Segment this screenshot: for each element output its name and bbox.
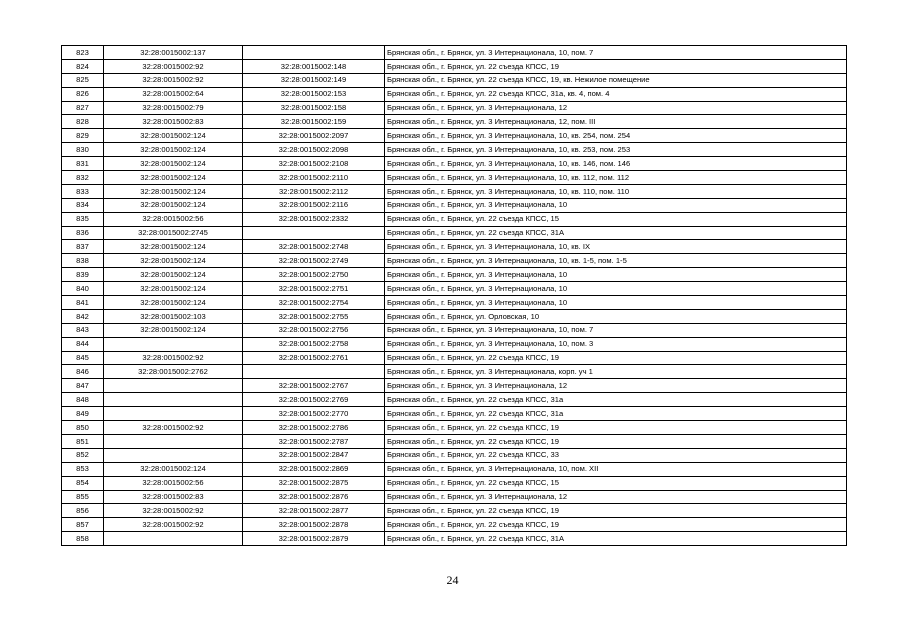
cadastral-table — [61, 45, 847, 546]
cadastral-number-cell: 32:28:0015002:124 — [104, 157, 243, 171]
address-cell: Брянская обл., г. Брянск, ул. 22 съезда КПСС, 15 — [385, 476, 847, 490]
cadastral-number-cell: 32:28:0015002:92 — [104, 351, 243, 365]
table-row — [62, 365, 847, 379]
row-number: 823 — [62, 46, 104, 60]
cadastral-number-cell: 32:28:0015002:103 — [104, 309, 243, 323]
address-cell: Брянская обл., г. Брянск, ул. 22 съезда КПСС, 31а, кв. 4, пом. 4 — [385, 87, 847, 101]
table-row — [62, 254, 847, 268]
cadastral-number-cell: 32:28:0015002:124 — [104, 323, 243, 337]
table-row — [62, 212, 847, 226]
cadastral-number-cell: 32:28:0015002:149 — [243, 73, 385, 87]
address-cell: Брянская обл., г. Брянск, ул. 22 съезда КПСС, 31а — [385, 393, 847, 407]
address-cell: Брянская обл., г. Брянск, ул. 3 Интернационала, 12 — [385, 379, 847, 393]
row-number: 853 — [62, 462, 104, 476]
address-cell: Брянская обл., г. Брянск, ул. 3 Интернационала, корп. уч 1 — [385, 365, 847, 379]
row-number: 843 — [62, 323, 104, 337]
table-row — [62, 129, 847, 143]
cadastral-number-cell: 32:28:0015002:2875 — [243, 476, 385, 490]
table-row — [62, 379, 847, 393]
cadastral-number-cell — [104, 407, 243, 421]
table-row — [62, 490, 847, 504]
address-cell: Брянская обл., г. Брянск, ул. 3 Интернационала, 10, кв. 1-5, пом. 1-5 — [385, 254, 847, 268]
cadastral-number-cell: 32:28:0015002:2749 — [243, 254, 385, 268]
cadastral-number-cell: 32:28:0015002:2110 — [243, 171, 385, 185]
cadastral-number-cell: 32:28:0015002:2097 — [243, 129, 385, 143]
row-number: 837 — [62, 240, 104, 254]
table-row — [62, 434, 847, 448]
cadastral-number-cell: 32:28:0015002:124 — [104, 171, 243, 185]
cadastral-number-cell: 32:28:0015002:79 — [104, 101, 243, 115]
cadastral-number-cell: 32:28:0015002:124 — [104, 296, 243, 310]
table-row — [62, 73, 847, 87]
cadastral-number-cell: 32:28:0015002:124 — [104, 254, 243, 268]
cadastral-number-cell: 32:28:0015002:2786 — [243, 421, 385, 435]
row-number: 849 — [62, 407, 104, 421]
row-number: 844 — [62, 337, 104, 351]
address-cell: Брянская обл., г. Брянск, ул. 3 Интернационала, 10 — [385, 282, 847, 296]
cadastral-number-cell: 32:28:0015002:148 — [243, 59, 385, 73]
row-number: 830 — [62, 143, 104, 157]
table-row — [62, 393, 847, 407]
cadastral-number-cell: 32:28:0015002:92 — [104, 73, 243, 87]
address-cell: Брянская обл., г. Брянск, ул. 3 Интернационала, 12, пом. III — [385, 115, 847, 129]
row-number: 829 — [62, 129, 104, 143]
address-cell: Брянская обл., г. Брянск, ул. 3 Интернационала, 10, кв. 110, пом. 110 — [385, 184, 847, 198]
cadastral-number-cell: 32:28:0015002:83 — [104, 490, 243, 504]
address-cell: Брянская обл., г. Брянск, ул. 22 съезда КПСС, 19 — [385, 518, 847, 532]
table-row — [62, 226, 847, 240]
cadastral-number-cell: 32:28:0015002:2876 — [243, 490, 385, 504]
cadastral-number-cell: 32:28:0015002:124 — [104, 129, 243, 143]
cadastral-number-cell: 32:28:0015002:2112 — [243, 184, 385, 198]
cadastral-number-cell: 32:28:0015002:124 — [104, 198, 243, 212]
table-row — [62, 504, 847, 518]
table-row — [62, 309, 847, 323]
address-cell: Брянская обл., г. Брянск, ул. 22 съезда КПСС, 15 — [385, 212, 847, 226]
address-cell: Брянская обл., г. Брянск, ул. 3 Интернационала, 12 — [385, 101, 847, 115]
row-number: 835 — [62, 212, 104, 226]
row-number: 846 — [62, 365, 104, 379]
table-row — [62, 476, 847, 490]
table-row — [62, 59, 847, 73]
row-number: 842 — [62, 309, 104, 323]
row-number: 851 — [62, 434, 104, 448]
address-cell: Брянская обл., г. Брянск, ул. 22 съезда КПСС, 19, кв. Нежилое помещение — [385, 73, 847, 87]
table-row — [62, 337, 847, 351]
row-number: 833 — [62, 184, 104, 198]
table-row — [62, 448, 847, 462]
row-number: 848 — [62, 393, 104, 407]
cadastral-number-cell: 32:28:0015002:124 — [104, 240, 243, 254]
row-number: 850 — [62, 421, 104, 435]
cadastral-number-cell: 32:28:0015002:56 — [104, 212, 243, 226]
cadastral-number-cell: 32:28:0015002:124 — [104, 462, 243, 476]
cadastral-number-cell — [243, 46, 385, 60]
cadastral-number-cell: 32:28:0015002:2745 — [104, 226, 243, 240]
cadastral-number-cell: 32:28:0015002:153 — [243, 87, 385, 101]
address-cell: Брянская обл., г. Брянск, ул. 22 съезда КПСС, 19 — [385, 421, 847, 435]
row-number: 845 — [62, 351, 104, 365]
address-cell: Брянская обл., г. Брянск, ул. 22 съезда КПСС, 31а — [385, 407, 847, 421]
cadastral-number-cell: 32:28:0015002:158 — [243, 101, 385, 115]
address-cell: Брянская обл., г. Брянск, ул. 3 Интернационала, 10, кв. 254, пом. 254 — [385, 129, 847, 143]
cadastral-number-cell: 32:28:0015002:2758 — [243, 337, 385, 351]
row-number: 838 — [62, 254, 104, 268]
address-cell: Брянская обл., г. Брянск, ул. 3 Интернационала, 12 — [385, 490, 847, 504]
page-number: 24 — [446, 573, 459, 587]
row-number: 825 — [62, 73, 104, 87]
address-cell: Брянская обл., г. Брянск, ул. 3 Интернационала, 10, пом. 7 — [385, 323, 847, 337]
address-cell: Брянская обл., г. Брянск, ул. 3 Интернационала, 10, кв. 253, пом. 253 — [385, 143, 847, 157]
cadastral-number-cell: 32:28:0015002:124 — [104, 143, 243, 157]
cadastral-number-cell: 32:28:0015002:2108 — [243, 157, 385, 171]
cadastral-number-cell: 32:28:0015002:56 — [104, 476, 243, 490]
cadastral-number-cell: 32:28:0015002:2869 — [243, 462, 385, 476]
cadastral-number-cell: 32:28:0015002:2770 — [243, 407, 385, 421]
cadastral-number-cell: 32:28:0015002:92 — [104, 421, 243, 435]
row-number: 855 — [62, 490, 104, 504]
table-row — [62, 351, 847, 365]
address-cell: Брянская обл., г. Брянск, ул. 22 съезда КПСС, 31А — [385, 226, 847, 240]
address-cell: Брянская обл., г. Брянск, ул. 3 Интернационала, 10, пом. 3 — [385, 337, 847, 351]
cadastral-number-cell: 32:28:0015002:137 — [104, 46, 243, 60]
cadastral-number-cell: 32:28:0015002:92 — [104, 59, 243, 73]
cadastral-number-cell: 32:28:0015002:2762 — [104, 365, 243, 379]
address-cell: Брянская обл., г. Брянск, ул. 22 съезда КПСС, 19 — [385, 434, 847, 448]
address-cell: Брянская обл., г. Брянск, ул. 3 Интернационала, 10 — [385, 268, 847, 282]
table-row — [62, 407, 847, 421]
row-number: 856 — [62, 504, 104, 518]
cadastral-number-cell — [104, 337, 243, 351]
address-cell: Брянская обл., г. Брянск, ул. 3 Интернационала, 10, пом. 7 — [385, 46, 847, 60]
cadastral-number-cell: 32:28:0015002:2098 — [243, 143, 385, 157]
table-row — [62, 462, 847, 476]
row-number: 834 — [62, 198, 104, 212]
table-row — [62, 282, 847, 296]
row-number: 858 — [62, 532, 104, 546]
table-row — [62, 87, 847, 101]
address-cell: Брянская обл., г. Брянск, ул. 3 Интернационала, 10, пом. XII — [385, 462, 847, 476]
address-cell: Брянская обл., г. Брянск, ул. 3 Интернационала, 10 — [385, 198, 847, 212]
cadastral-number-cell — [243, 365, 385, 379]
cadastral-number-cell: 32:28:0015002:2787 — [243, 434, 385, 448]
row-number: 828 — [62, 115, 104, 129]
address-cell: Брянская обл., г. Брянск, ул. 3 Интернационала, 10, кв. 112, пом. 112 — [385, 171, 847, 185]
row-number: 847 — [62, 379, 104, 393]
cadastral-number-cell: 32:28:0015002:2769 — [243, 393, 385, 407]
table-row — [62, 421, 847, 435]
table-row — [62, 171, 847, 185]
cadastral-number-cell: 32:28:0015002:2332 — [243, 212, 385, 226]
cadastral-number-cell: 32:28:0015002:64 — [104, 87, 243, 101]
address-cell: Брянская обл., г. Брянск, ул. Орловская, 10 — [385, 309, 847, 323]
row-number: 831 — [62, 157, 104, 171]
table-body — [62, 46, 847, 546]
row-number: 839 — [62, 268, 104, 282]
row-number: 852 — [62, 448, 104, 462]
table-row — [62, 296, 847, 310]
cadastral-number-cell: 32:28:0015002:124 — [104, 184, 243, 198]
cadastral-number-cell: 32:28:0015002:92 — [104, 504, 243, 518]
row-number: 840 — [62, 282, 104, 296]
address-cell: Брянская обл., г. Брянск, ул. 3 Интернационала, 10, кв. 146, пом. 146 — [385, 157, 847, 171]
row-number: 832 — [62, 171, 104, 185]
table-row — [62, 198, 847, 212]
cadastral-number-cell — [104, 393, 243, 407]
cadastral-number-cell: 32:28:0015002:2767 — [243, 379, 385, 393]
table-row — [62, 143, 847, 157]
table-row — [62, 323, 847, 337]
table-row — [62, 46, 847, 60]
cadastral-number-cell: 32:28:0015002:2847 — [243, 448, 385, 462]
address-cell: Брянская обл., г. Брянск, ул. 3 Интернационала, 10, кв. IX — [385, 240, 847, 254]
cadastral-number-cell — [104, 379, 243, 393]
cadastral-number-cell: 32:28:0015002:2755 — [243, 309, 385, 323]
table-row — [62, 532, 847, 546]
cadastral-number-cell: 32:28:0015002:2750 — [243, 268, 385, 282]
table-row — [62, 157, 847, 171]
row-number: 824 — [62, 59, 104, 73]
address-cell: Брянская обл., г. Брянск, ул. 22 съезда КПСС, 31А — [385, 532, 847, 546]
row-number: 857 — [62, 518, 104, 532]
row-number: 841 — [62, 296, 104, 310]
cadastral-number-cell: 32:28:0015002:92 — [104, 518, 243, 532]
cadastral-number-cell: 32:28:0015002:2748 — [243, 240, 385, 254]
cadastral-number-cell: 32:28:0015002:124 — [104, 268, 243, 282]
cadastral-number-cell — [243, 226, 385, 240]
address-cell: Брянская обл., г. Брянск, ул. 22 съезда КПСС, 33 — [385, 448, 847, 462]
address-cell: Брянская обл., г. Брянск, ул. 22 съезда КПСС, 19 — [385, 351, 847, 365]
table-row — [62, 184, 847, 198]
cadastral-number-cell: 32:28:0015002:159 — [243, 115, 385, 129]
cadastral-number-cell: 32:28:0015002:83 — [104, 115, 243, 129]
cadastral-number-cell — [104, 434, 243, 448]
table-row — [62, 240, 847, 254]
address-cell: Брянская обл., г. Брянск, ул. 3 Интернационала, 10 — [385, 296, 847, 310]
cadastral-number-cell — [104, 448, 243, 462]
row-number: 827 — [62, 101, 104, 115]
table-row — [62, 101, 847, 115]
row-number: 836 — [62, 226, 104, 240]
row-number: 826 — [62, 87, 104, 101]
table-row — [62, 115, 847, 129]
cadastral-number-cell: 32:28:0015002:2879 — [243, 532, 385, 546]
cadastral-number-cell: 32:28:0015002:2754 — [243, 296, 385, 310]
cadastral-number-cell: 32:28:0015002:2756 — [243, 323, 385, 337]
address-cell: Брянская обл., г. Брянск, ул. 22 съезда КПСС, 19 — [385, 504, 847, 518]
cadastral-number-cell: 32:28:0015002:2751 — [243, 282, 385, 296]
address-cell: Брянская обл., г. Брянск, ул. 22 съезда КПСС, 19 — [385, 59, 847, 73]
cadastral-number-cell — [104, 532, 243, 546]
cadastral-number-cell: 32:28:0015002:2878 — [243, 518, 385, 532]
row-number: 854 — [62, 476, 104, 490]
cadastral-number-cell: 32:28:0015002:124 — [104, 282, 243, 296]
table-row — [62, 518, 847, 532]
cadastral-number-cell: 32:28:0015002:2877 — [243, 504, 385, 518]
table-row — [62, 268, 847, 282]
cadastral-number-cell: 32:28:0015002:2761 — [243, 351, 385, 365]
cadastral-number-cell: 32:28:0015002:2116 — [243, 198, 385, 212]
